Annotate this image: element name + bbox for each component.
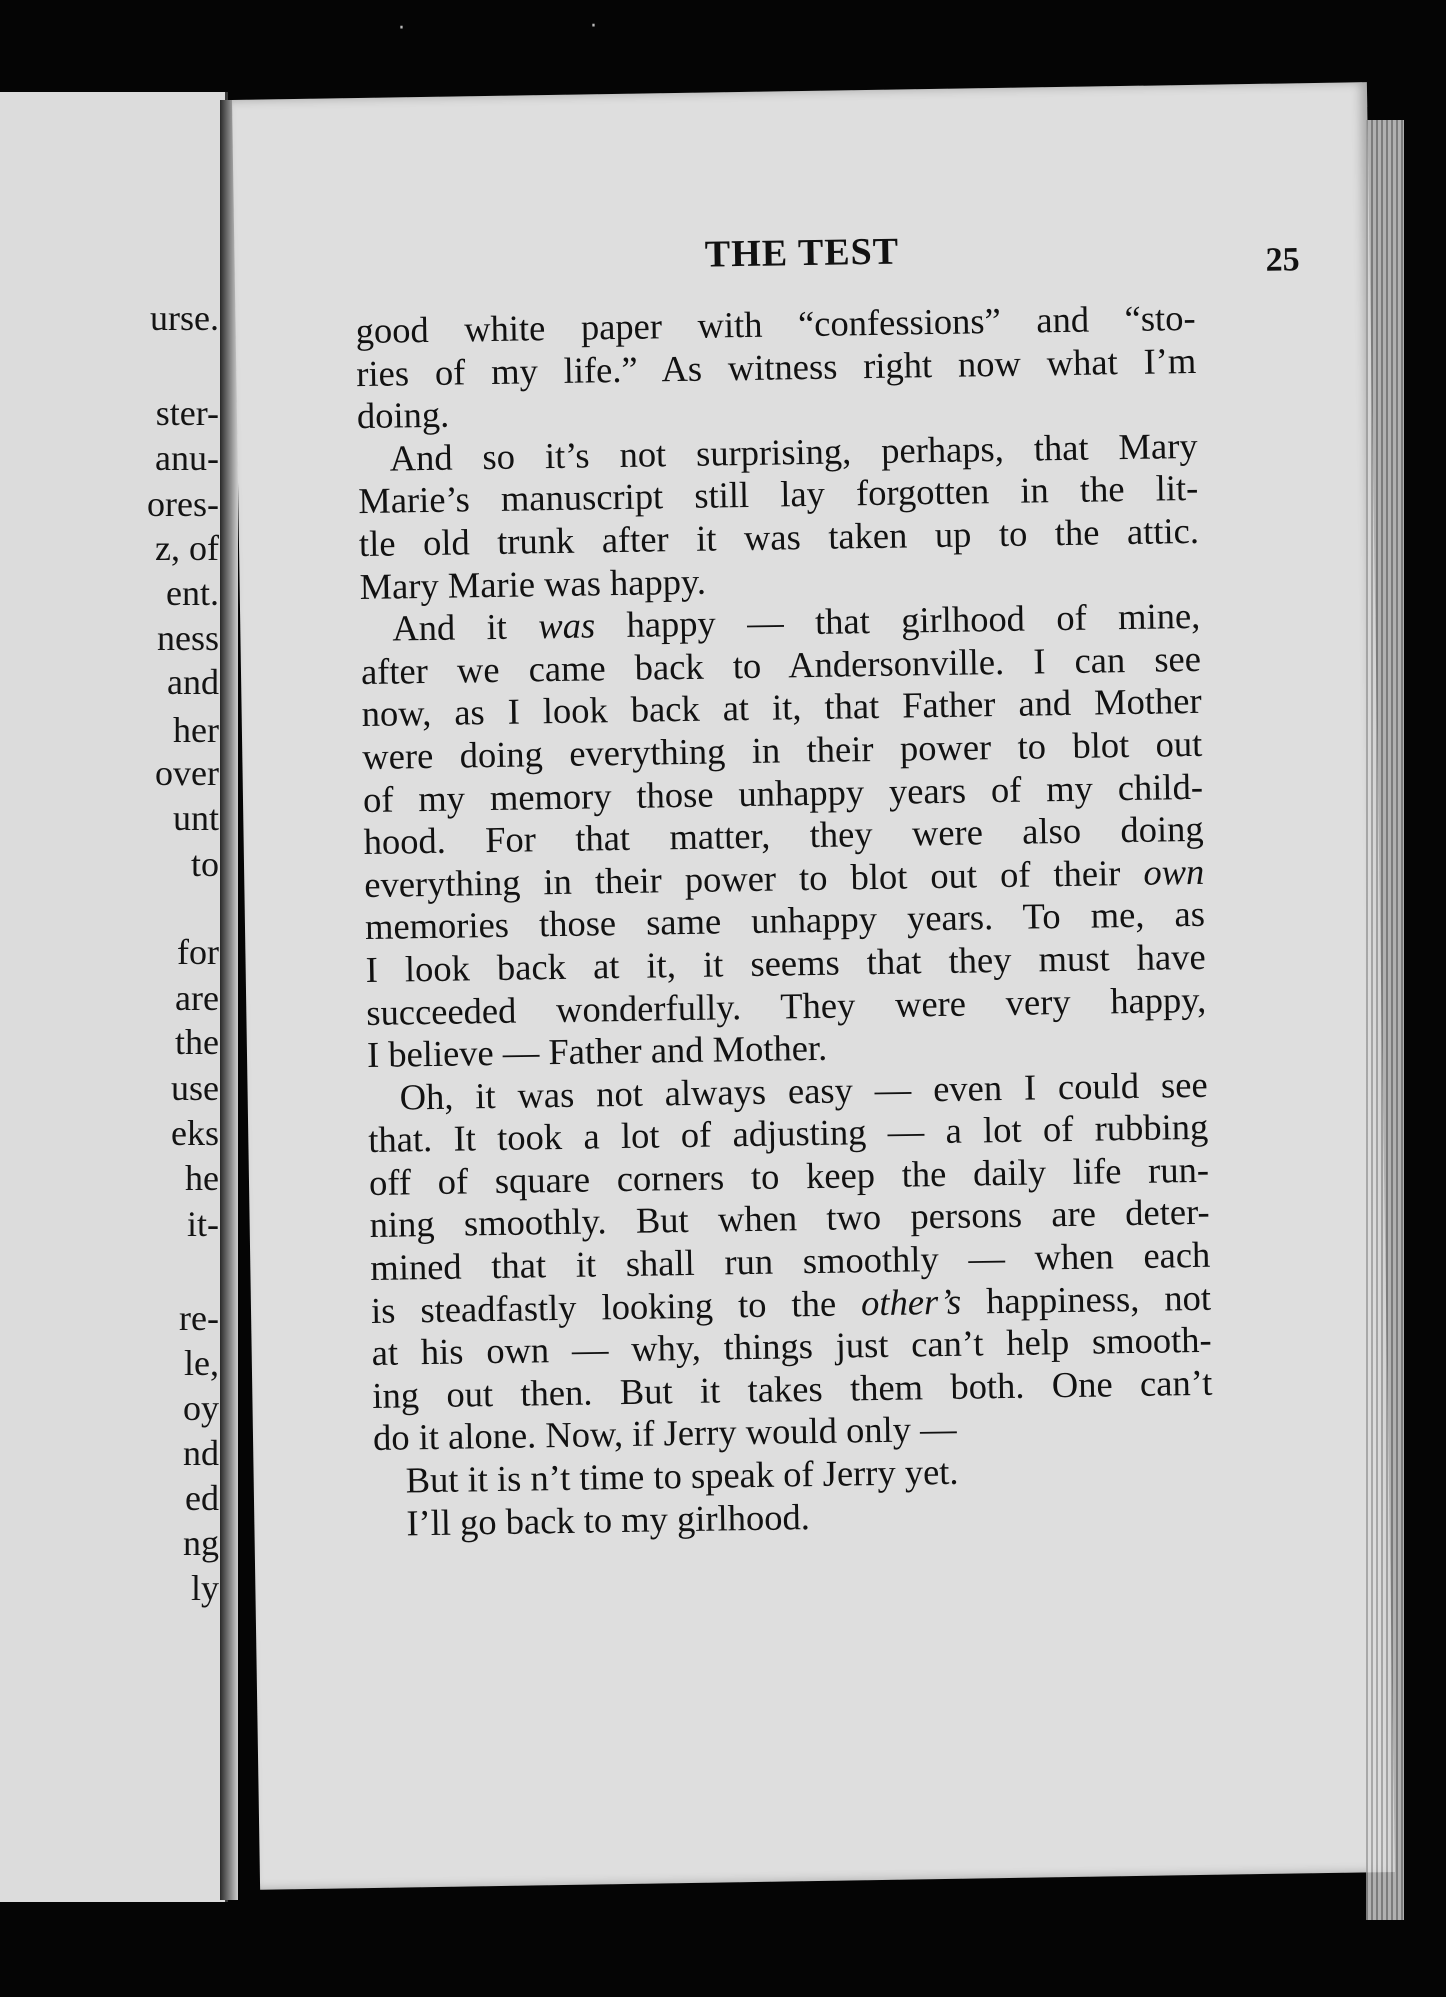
text-line: at his own — why, things just can’t help smooth- [371, 1319, 1212, 1374]
text-line: I look back at it, it seems that they must have [365, 935, 1206, 990]
previous-page-text-fragment: her [173, 710, 219, 750]
previous-page-text-fragment: ness [157, 618, 219, 658]
text-line: ing out then. But it takes them both. One can’t [372, 1361, 1213, 1416]
text-line: good white paper with “confessions” and “sto- [355, 296, 1196, 352]
previous-page-text-fragment: he [185, 1158, 219, 1198]
previous-page-text-fragment: ed [185, 1478, 219, 1518]
text-line: off of square corners to keep the daily life run- [368, 1148, 1210, 1203]
italic-text: other’s [860, 1280, 962, 1323]
text-line: were doing everything in their power to blot out [362, 722, 1203, 777]
text-line: now, as I look back at it, that Father and Mother [361, 680, 1202, 735]
text-line: But it is n’t time to speak of Jerry yet. [405, 1450, 959, 1501]
text-segment: happy — that girlhood of mine, [594, 595, 1201, 646]
previous-page-text-fragment: are [175, 978, 219, 1018]
previous-page-text-fragment: unt [172, 798, 219, 838]
text-line: ries of my life.” As witness right now what I’m [355, 339, 1197, 394]
text-line: of my memory those unhappy years of my child- [362, 765, 1204, 820]
text-line: ning smoothly. But when two persons are deter- [369, 1191, 1210, 1246]
book-page [232, 82, 1395, 1890]
text-line: Mary Marie was happy. [359, 560, 707, 607]
previous-page-text-fragment: for [177, 932, 219, 972]
previous-page-text-fragment: ster- [155, 393, 219, 433]
previous-page-text-fragment: it- [187, 1204, 219, 1244]
previous-page-text-fragment: the [175, 1022, 219, 1062]
text-line: mined that it shall run smoothly — when each [370, 1233, 1211, 1289]
page-stack-edges [1366, 120, 1404, 1920]
previous-page-text-fragment: to [190, 844, 219, 884]
scan-speck: · [590, 14, 597, 39]
previous-page-text-fragment: use [171, 1068, 219, 1108]
text-line: tle old trunk after it was taken up to the attic. [358, 509, 1200, 565]
previous-page-text-fragment: z, of [155, 528, 219, 568]
previous-page-text-fragment: ores- [147, 484, 219, 524]
text-line: that. It took a lot of adjusting — a lot of rubbing [368, 1106, 1209, 1161]
text-segment: And it [391, 605, 539, 649]
text-segment: happiness, not [960, 1276, 1212, 1322]
text-line: hood. For that matter, they were also doing [363, 807, 1204, 863]
previous-page-text-fragment: and [167, 662, 219, 702]
text-line: after we came back to Andersonville. I can see [360, 637, 1202, 692]
text-segment: everything in their power to blot out of their [364, 851, 1144, 905]
text-line: Marie’s manuscript still lay forgotten in the lit- [357, 467, 1199, 522]
text-line: memories those same unhappy years. To me, as [364, 893, 1206, 948]
text-segment: is steadfastly looking to the [370, 1281, 862, 1331]
text-line: And so it’s not surprising, perhaps, that Mary [389, 424, 1198, 479]
text-line: Oh, it was not always easy — even I could see [399, 1063, 1208, 1118]
scan-speck: · [398, 16, 405, 41]
text-line: I believe — Father and Mother. [366, 1026, 828, 1076]
previous-page-text-fragment: over [155, 753, 219, 793]
previous-page-text-fragment: urse. [150, 298, 219, 338]
text-line: doing. [356, 393, 450, 437]
previous-page-text-fragment: eks [171, 1113, 219, 1153]
previous-page-text-fragment: anu- [155, 438, 219, 478]
previous-page-text-fragment: le, [184, 1343, 219, 1383]
running-head: THE TEST [704, 230, 900, 276]
text-line: succeeded wonderfully. They were very happy, [366, 978, 1207, 1033]
previous-page-edge [0, 92, 228, 1902]
previous-page-text-fragment: re- [179, 1298, 219, 1338]
italic-text: was [537, 604, 596, 647]
text-line: do it alone. Now, if Jerry would only — [372, 1408, 957, 1459]
previous-page-text-fragment: oy [183, 1388, 219, 1428]
previous-page-text-fragment: ng [183, 1523, 219, 1563]
previous-page-text-fragment: ent. [166, 573, 219, 613]
page-body-text [355, 297, 1214, 1545]
previous-page-text-fragment: ly [190, 1568, 219, 1608]
page-number: 25 [1265, 241, 1300, 279]
previous-page-text-fragment: nd [183, 1433, 219, 1473]
text-line: I’ll go back to my girlhood. [406, 1495, 811, 1544]
italic-text: own [1143, 850, 1205, 893]
